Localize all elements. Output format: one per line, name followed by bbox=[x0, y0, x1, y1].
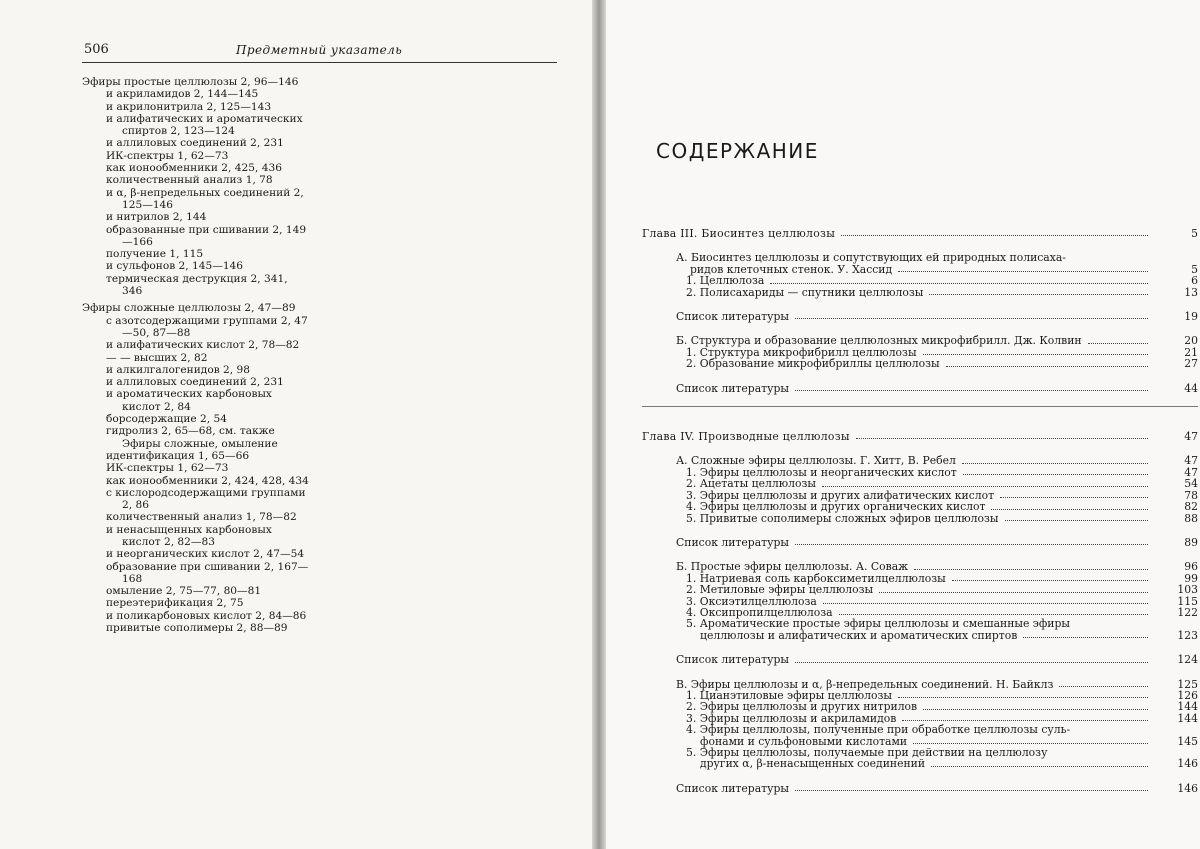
toc-label: Список литературы bbox=[676, 310, 789, 324]
toc-label: целлюлозы и алифатических и ароматических спиртов bbox=[700, 628, 1018, 642]
toc-page-number: 88 bbox=[1184, 511, 1198, 525]
toc-page-number: 54 bbox=[1184, 477, 1198, 491]
toc-row[interactable] bbox=[642, 228, 1198, 239]
toc-label: 3. Оксиэтилцеллюлоза bbox=[686, 594, 817, 608]
toc-label: 1. Целлюлоза bbox=[686, 274, 765, 288]
index-entry: и аллиловых соединений 2, 231 bbox=[106, 137, 284, 150]
index-entry: с азотсодержащими группами 2, 47—50, 87—88 bbox=[106, 314, 308, 339]
toc-label: 2. Образование микрофибриллы целлюлозы bbox=[686, 357, 940, 371]
toc-label: 4. Оксипропилцеллюлоза bbox=[686, 605, 833, 619]
index-entry: и поликарбоновых кислот 2, 84—86 bbox=[106, 609, 307, 622]
header-rule bbox=[82, 62, 557, 63]
toc-leader-dots bbox=[962, 463, 1148, 464]
toc-leader-dots bbox=[991, 509, 1148, 510]
toc-row[interactable] bbox=[642, 431, 1198, 442]
toc-leader-dots bbox=[898, 271, 1148, 272]
toc-page-number: 115 bbox=[1177, 594, 1198, 608]
toc-page-number: 99 bbox=[1184, 571, 1198, 585]
index-entry: и акрилонитрила 2, 125—143 bbox=[106, 100, 272, 113]
toc-row[interactable] bbox=[642, 275, 1198, 286]
index-entry: и неорганических кислот 2, 47—54 bbox=[106, 548, 305, 561]
index-entry: и ненасыщенных карбоновых кислот 2, 82—83 bbox=[106, 523, 272, 548]
toc-page-number: 5 bbox=[1191, 227, 1198, 240]
toc-label: 1. Натриевая соль карбоксиметилцеллюлозы bbox=[686, 571, 946, 585]
index-entry: термическая деструкция 2, 341, 346 bbox=[106, 272, 288, 298]
index-entry: как ионообменники 2, 425, 436 bbox=[106, 162, 282, 175]
toc-row[interactable] bbox=[642, 561, 1198, 572]
toc-leader-dots bbox=[841, 235, 1148, 236]
toc-leader-dots bbox=[856, 438, 1148, 439]
toc-title: СОДЕРЖАНИЕ bbox=[656, 139, 819, 163]
toc-leader-dots bbox=[952, 580, 1148, 581]
index-entry: ИК-спектры 1, 62—73 bbox=[106, 462, 229, 475]
toc-row[interactable] bbox=[642, 478, 1198, 489]
toc-label: Список литературы bbox=[676, 653, 789, 667]
toc-leader-dots bbox=[795, 662, 1148, 663]
index-entry: и α, β-непредельных соединений 2, 125—146 bbox=[106, 186, 304, 211]
index-entry: борсодержащие 2, 54 bbox=[106, 413, 227, 426]
toc-label: других α, β-ненасыщенных соединений bbox=[700, 757, 926, 771]
toc-leader-dots bbox=[1059, 686, 1148, 687]
index-entry: и сульфонов 2, 145—146 bbox=[106, 260, 244, 273]
toc-label: 2. Ацетаты целлюлозы bbox=[686, 477, 816, 491]
toc-leader-dots bbox=[929, 294, 1148, 295]
toc-row[interactable] bbox=[642, 501, 1198, 512]
index-entry: Эфиры сложные целлюлозы 2, 47—89 bbox=[82, 302, 296, 315]
toc-page-number: 124 bbox=[1177, 653, 1198, 667]
index-entry: и алифатических и ароматических спиртов 2, 123—124 bbox=[106, 112, 303, 138]
toc-row[interactable] bbox=[642, 783, 1198, 794]
toc-leader-dots bbox=[795, 390, 1148, 391]
toc-leader-dots bbox=[839, 614, 1148, 615]
toc-row[interactable] bbox=[642, 537, 1198, 548]
toc-row[interactable] bbox=[642, 724, 1198, 735]
toc-leader-dots bbox=[1000, 497, 1148, 498]
toc-label: фонами и сульфоновыми кислотами bbox=[700, 734, 908, 748]
index-entry: количественный анализ 1, 78—82 bbox=[106, 511, 297, 524]
index-entry: и аллиловых соединений 2, 231 bbox=[106, 376, 284, 389]
toc-leader-dots bbox=[913, 743, 1148, 744]
toc-leader-dots bbox=[946, 366, 1148, 367]
toc-divider bbox=[642, 406, 1198, 407]
toc-label: 3. Эфиры целлюлозы и других алифатических кислот bbox=[686, 488, 995, 502]
toc-row[interactable] bbox=[642, 630, 1198, 641]
toc-page-number: 47 bbox=[1184, 465, 1198, 479]
toc-leader-dots bbox=[931, 766, 1148, 767]
toc-label: 5. Ароматические простые эфиры целлюлозы и смешанные эфиры bbox=[686, 617, 1071, 631]
toc-page-number: 146 bbox=[1177, 757, 1198, 771]
page-number: 506 bbox=[84, 42, 109, 57]
toc-page-number: 146 bbox=[1177, 781, 1198, 795]
toc-page-number: 27 bbox=[1184, 357, 1198, 371]
toc-row[interactable] bbox=[642, 287, 1198, 298]
toc-label: В. Эфиры целлюлозы и α, β-непредельных соединений. Н. Байклз bbox=[676, 677, 1054, 691]
index-entry: получение 1, 115 bbox=[106, 248, 204, 261]
index-entry: переэтерификация 2, 75 bbox=[106, 597, 244, 610]
toc-label: 2. Полисахариды — спутники целлюлозы bbox=[686, 285, 924, 299]
toc-leader-dots bbox=[914, 569, 1148, 570]
toc-page-number: 144 bbox=[1177, 700, 1198, 714]
index-entry: с кислородсодержащими группами 2, 86 bbox=[106, 486, 306, 512]
toc-leader-dots bbox=[770, 283, 1148, 284]
index-entry: образованные при сшивании 2, 149—166 bbox=[106, 223, 307, 248]
toc-label: Глава IV. Производные целлюлозы bbox=[642, 430, 850, 444]
toc-page-number: 6 bbox=[1191, 274, 1198, 288]
toc-label: Список литературы bbox=[676, 381, 789, 395]
toc-page-number: 44 bbox=[1184, 381, 1198, 395]
index-entry: и алифатических кислот 2, 78—82 bbox=[106, 339, 300, 352]
toc-leader-dots bbox=[795, 790, 1148, 791]
toc-leader-dots bbox=[898, 697, 1148, 698]
index-column-1 bbox=[82, 76, 310, 634]
toc-row[interactable] bbox=[642, 311, 1198, 322]
toc-leader-dots bbox=[1088, 343, 1148, 344]
toc-list bbox=[642, 228, 1198, 794]
toc-label: А. Сложные эфиры целлюлозы. Г. Хитт, В. Ребел bbox=[676, 454, 956, 468]
index-entry: омыление 2, 75—77, 80—81 bbox=[106, 585, 262, 598]
toc-leader-dots bbox=[1005, 520, 1149, 521]
toc-label: 1. Цианэтиловые эфиры целлюлозы bbox=[686, 688, 892, 702]
index-entry: ИК-спектры 1, 62—73 bbox=[106, 149, 229, 162]
toc-page-number: 21 bbox=[1184, 345, 1198, 359]
toc-row[interactable] bbox=[642, 584, 1198, 595]
toc-label: 3. Эфиры целлюлозы и акриламидов bbox=[686, 711, 897, 725]
toc-row[interactable] bbox=[642, 654, 1198, 665]
toc-leader-dots bbox=[795, 318, 1148, 319]
index-entry: и нитрилов 2, 144 bbox=[106, 211, 207, 224]
toc-leader-dots bbox=[1023, 637, 1148, 638]
toc-leader-dots bbox=[923, 354, 1148, 355]
index-entry: Эфиры простые целлюлозы 2, 96—146 bbox=[82, 76, 299, 88]
toc-label: 4. Эфиры целлюлозы, полученные при обработке целлюлозы суль- bbox=[686, 723, 1071, 737]
index-entry: и ароматических карбоновых кислот 2, 84 bbox=[106, 388, 272, 413]
toc-leader-dots bbox=[795, 544, 1148, 545]
toc-page-number: 89 bbox=[1184, 535, 1198, 549]
toc-page-number: 5 bbox=[1191, 262, 1198, 276]
index-entry: гидролиз 2, 65—68, см. также Эфиры сложные, омыление bbox=[106, 425, 278, 450]
toc-page-number: 103 bbox=[1177, 583, 1198, 597]
index-entry: — — высших 2, 82 bbox=[106, 351, 208, 364]
index-entry: и алкилгалогенидов 2, 98 bbox=[106, 363, 250, 376]
book-gutter bbox=[592, 0, 606, 849]
toc-page-number: 19 bbox=[1184, 310, 1198, 324]
toc-leader-dots bbox=[963, 474, 1148, 475]
toc-page-number: 20 bbox=[1184, 334, 1198, 348]
toc-leader-dots bbox=[902, 720, 1148, 721]
toc-label: Б. Простые эфиры целлюлозы. А. Соваж bbox=[676, 560, 909, 574]
toc-label: 2. Эфиры целлюлозы и других нитрилов bbox=[686, 700, 918, 714]
toc-row[interactable] bbox=[642, 383, 1198, 394]
toc-leader-dots bbox=[923, 709, 1148, 710]
toc-label: 1. Структура микрофибрилл целлюлозы bbox=[686, 345, 917, 359]
toc-row[interactable] bbox=[642, 358, 1198, 369]
toc-label: А. Биосинтез целлюлозы и сопутствующих ей природных полисаха- bbox=[676, 251, 1066, 265]
toc-label: 1. Эфиры целлюлозы и неорганических кислот bbox=[686, 465, 957, 479]
toc-page-number: 123 bbox=[1177, 628, 1198, 642]
toc-page-number: 47 bbox=[1184, 430, 1198, 444]
toc-label: 4. Эфиры целлюлозы и других органических кислот bbox=[686, 500, 986, 514]
toc-page-number: 145 bbox=[1177, 734, 1198, 748]
toc-page-number: 126 bbox=[1177, 688, 1198, 702]
toc-row[interactable] bbox=[642, 513, 1198, 524]
toc-leader-dots bbox=[879, 592, 1148, 593]
index-entry: привитые сополимеры 2, 88—89 bbox=[106, 622, 288, 635]
toc-row[interactable] bbox=[642, 758, 1198, 769]
running-head: Предметный указатель bbox=[236, 43, 403, 57]
toc-label: Глава III. Биосинтез целлюлозы bbox=[642, 227, 836, 240]
toc-page-number: 144 bbox=[1177, 711, 1198, 725]
toc-label: ридов клеточных стенок. У. Хассид bbox=[690, 262, 893, 276]
toc-page-number: 82 bbox=[1184, 500, 1198, 514]
toc-page-number: 47 bbox=[1184, 454, 1198, 468]
toc-page-number: 78 bbox=[1184, 488, 1198, 502]
index-entry: образование при сшивании 2, 167—168 bbox=[106, 560, 309, 585]
toc-page-number: 122 bbox=[1177, 605, 1198, 619]
toc-page-number: 125 bbox=[1177, 677, 1198, 691]
left-page bbox=[0, 0, 592, 849]
toc-label: Список литературы bbox=[676, 535, 789, 549]
toc-label: Б. Структура и образование целлюлозных микрофибрилл. Дж. Колвин bbox=[676, 334, 1082, 348]
toc-label: Список литературы bbox=[676, 781, 789, 795]
toc-leader-dots bbox=[823, 603, 1148, 604]
right-page bbox=[606, 0, 1200, 849]
toc-page-number: 96 bbox=[1184, 560, 1198, 574]
index-entry: количественный анализ 1, 78 bbox=[106, 174, 273, 187]
index-entry: идентификация 1, 65—66 bbox=[106, 449, 250, 462]
toc-label: 5. Эфиры целлюлозы, получаемые при действии на целлюлозу bbox=[686, 746, 1048, 759]
toc-label: 5. Привитые сополимеры сложных эфиров целлюлозы bbox=[686, 511, 999, 525]
toc-leader-dots bbox=[822, 486, 1148, 487]
toc-page-number: 13 bbox=[1184, 285, 1198, 299]
index-entry: и акриламидов 2, 144—145 bbox=[106, 88, 259, 101]
toc-label: 2. Метиловые эфиры целлюлозы bbox=[686, 583, 874, 597]
index-entry: как ионообменники 2, 424, 428, 434 bbox=[106, 474, 309, 487]
